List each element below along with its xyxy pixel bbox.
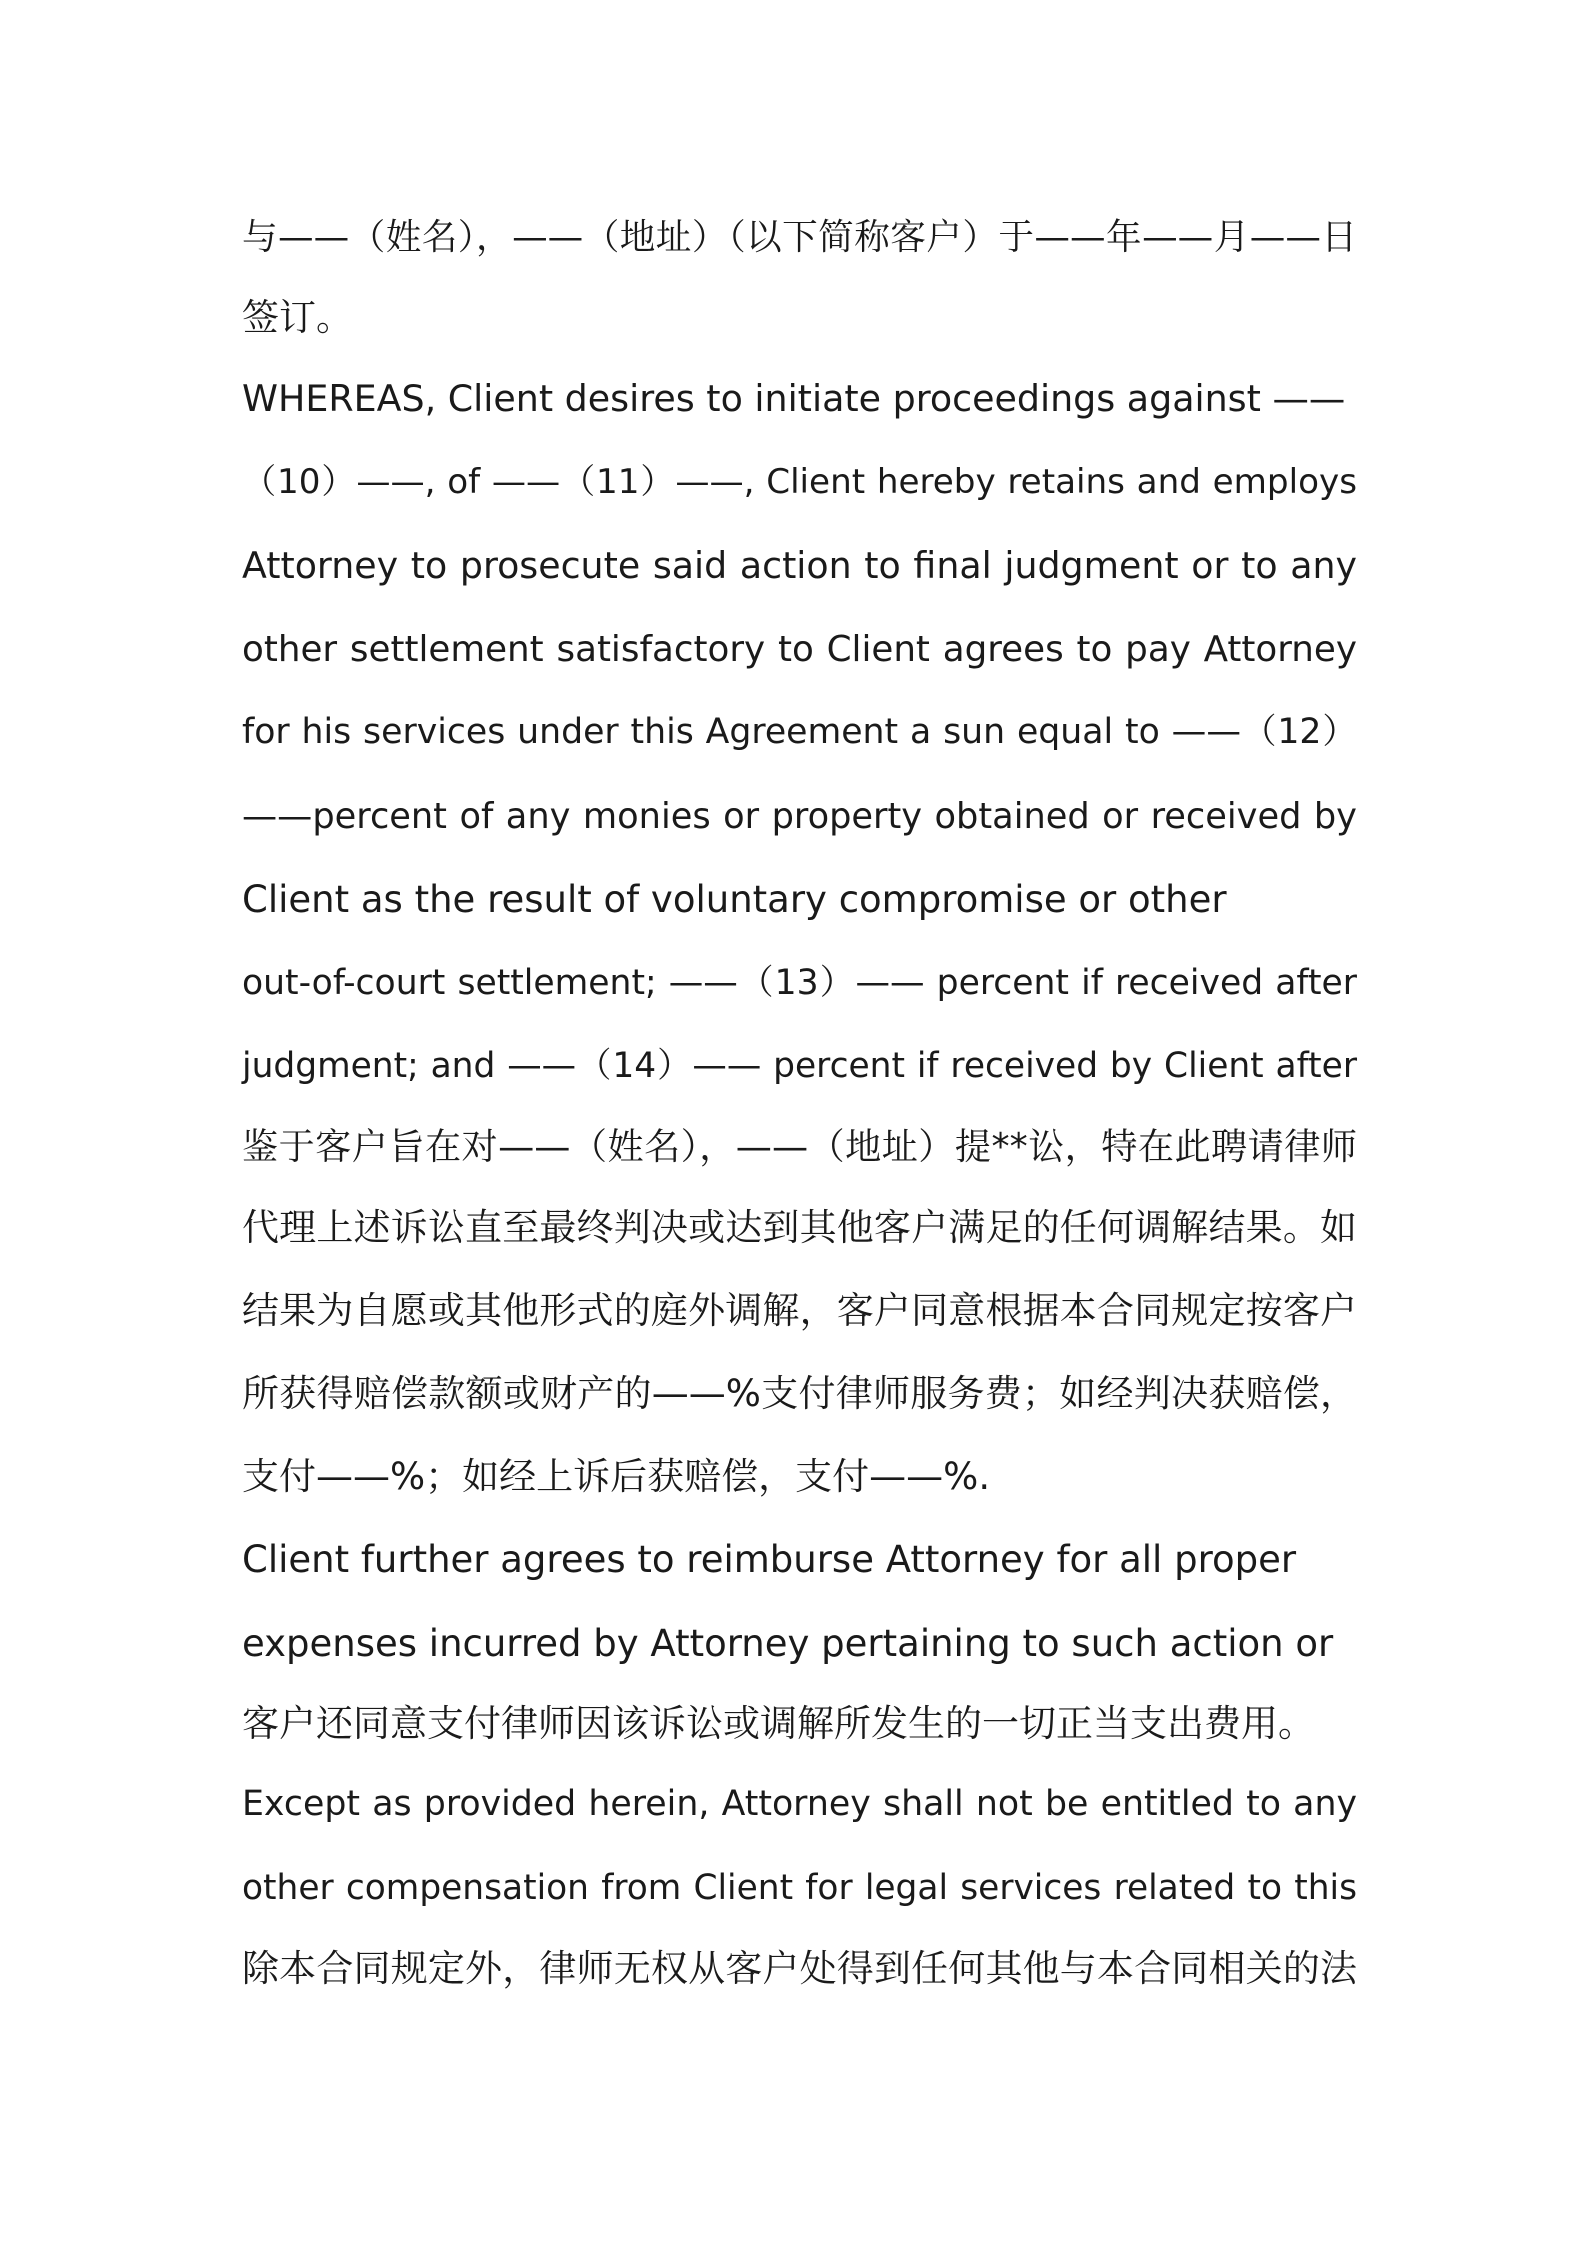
text-line-12: 鉴于客户旨在对——（姓名），——（地址）提**讼，特在此聘请律师 xyxy=(242,1125,1357,1168)
text-line-9: Client as the result of voluntary compromise or other xyxy=(242,878,1227,921)
text-line-2: 签订。 xyxy=(242,296,353,339)
text-line-8: ——percent of any monies or property obtained or received by xyxy=(242,795,1357,837)
text-line-5: Attorney to prosecute said action to final judgment or to any xyxy=(242,544,1357,587)
contract-text xyxy=(242,196,1357,2008)
text-line-19: 客户还同意支付律师因该诉讼或调解所发生的一切正当支出费用。 xyxy=(242,1702,1315,1745)
text-line-20: Except as provided herein, Attorney shall not be entitled to any xyxy=(242,1784,1357,1824)
text-line-1: 与——（姓名），——（地址）（以下简称客户）于——年——月——日 xyxy=(242,217,1357,258)
text-line-18: expenses incurred by Attorney pertaining to such action or xyxy=(242,1621,1334,1665)
text-line-3: WHEREAS, Client desires to initiate proceedings against —— xyxy=(242,377,1346,420)
text-line-15: 所获得赔偿款额或财产的——%支付律师服务费；如经判决获赔偿， xyxy=(242,1372,1357,1415)
text-line-22: 除本合同规定外，律师无权从客户处得到任何其他与本合同相关的法 xyxy=(242,1947,1357,1990)
text-line-11: judgment; and ——（14）—— percent if received by Client after xyxy=(242,1046,1357,1086)
text-line-13: 代理上述诉讼直至最终判决或达到其他客户满足的任何调解结果。如 xyxy=(242,1206,1357,1249)
text-line-17: Client further agrees to reimburse Attorney for all proper xyxy=(242,1538,1297,1581)
text-line-16: 支付——%；如经上诉后获赔偿，支付——%. xyxy=(242,1455,991,1498)
text-line-21: other compensation from Client for legal services related to this xyxy=(242,1867,1357,1908)
text-line-6: other settlement satisfactory to Client agrees to pay Attorney xyxy=(242,628,1357,670)
text-line-7: for his services under this Agreement a sun equal to ——（12） xyxy=(242,712,1357,752)
text-line-10: out-of-court settlement; ——（13）—— percent if received after xyxy=(242,962,1357,1003)
text-line-4: （10）——, of ——（11）——, Client hereby retains and employs xyxy=(242,461,1357,502)
text-line-14: 结果为自愿或其他形式的庭外调解，客户同意根据本合同规定按客户 xyxy=(242,1289,1357,1332)
